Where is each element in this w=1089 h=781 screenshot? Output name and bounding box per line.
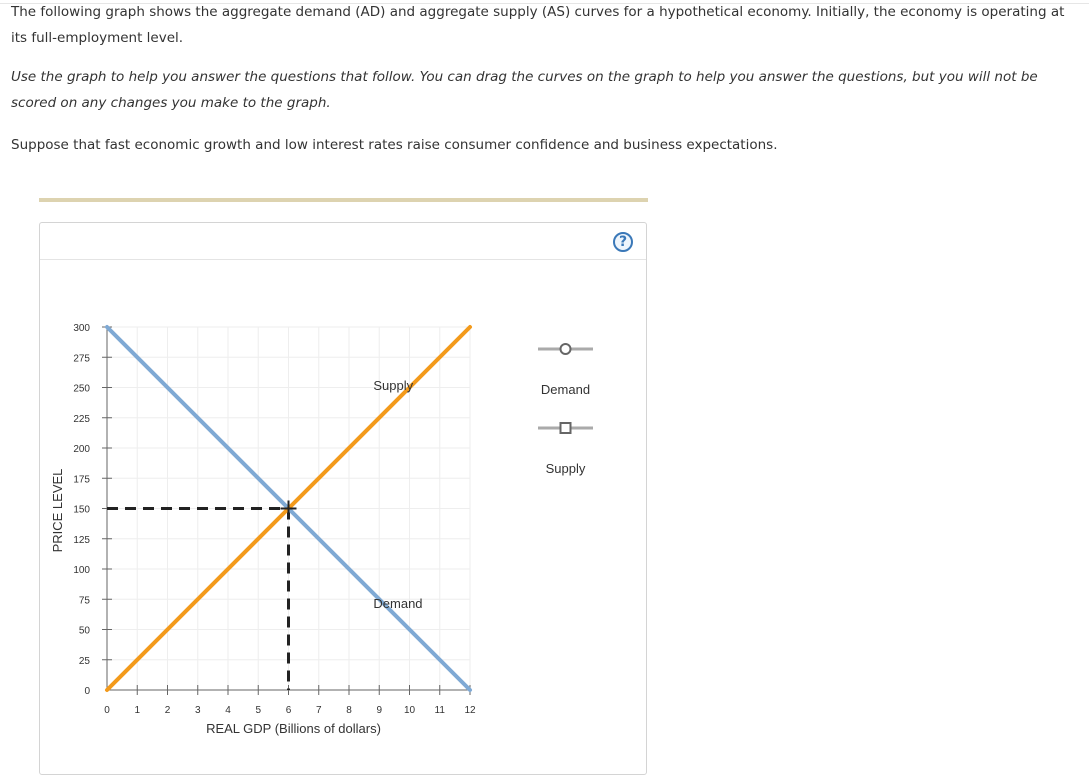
y-tick-label: 200	[73, 444, 90, 455]
y-tick-label: 0	[84, 686, 90, 697]
x-tick-label: 7	[315, 705, 322, 716]
x-tick-label: 6	[285, 705, 292, 716]
legend-demand-label: Demand	[540, 382, 591, 397]
demand-curve-label: Demand	[373, 595, 423, 611]
x-tick-label: 9	[376, 705, 383, 716]
x-tick-label: 1	[134, 705, 141, 716]
y-tick-label: 75	[78, 595, 90, 607]
y-axis-title: PRICE LEVEL	[50, 468, 65, 553]
y-tick-label: 275	[73, 353, 90, 365]
square-icon[interactable]	[561, 423, 571, 433]
x-tick-label: 4	[225, 705, 231, 716]
circle-icon[interactable]	[561, 344, 571, 354]
y-tick-label: 225	[73, 413, 90, 425]
y-tick-label: 25	[78, 655, 90, 667]
y-tick-label: 50	[78, 625, 90, 637]
x-tick-label: 10	[403, 705, 416, 716]
y-tick-label: 150	[73, 504, 90, 516]
instructions-paragraph: Use the graph to help you answer the questions that follow. You can drag the curves on the graph to help you answer the questions, but you will not be scored on any changes you make to the graph.	[11, 69, 1038, 111]
y-tick-label: 125	[73, 534, 90, 546]
y-tick-label: 100	[73, 565, 90, 576]
y-tick-label: 250	[73, 383, 90, 395]
scenario-paragraph: Suppose that fast economic growth and low interest rates raise consumer confidence and business expectations.	[11, 137, 778, 153]
x-tick-label: 3	[194, 705, 201, 716]
x-tick-label: 0	[104, 705, 110, 716]
intro-paragraph: The following graph shows the aggregate demand (AD) and aggregate supply (AS) curves for a hypothetical economy. Initially, the economy is operating at its full-employment level.	[11, 4, 1065, 46]
question-circle-icon[interactable]: ?	[613, 232, 633, 252]
x-tick-label: 11	[434, 705, 445, 716]
y-tick-label: 300	[73, 323, 90, 334]
x-tick-label: 12	[464, 705, 476, 716]
x-tick-label: 5	[255, 705, 262, 716]
x-axis-title: REAL GDP (Billions of dollars)	[206, 721, 381, 736]
x-tick-label: 2	[164, 705, 171, 716]
supply-curve-label: Supply	[373, 378, 414, 394]
legend-supply-label: Supply	[545, 461, 586, 476]
y-tick-label: 175	[73, 474, 90, 486]
x-tick-label: 8	[346, 705, 352, 716]
